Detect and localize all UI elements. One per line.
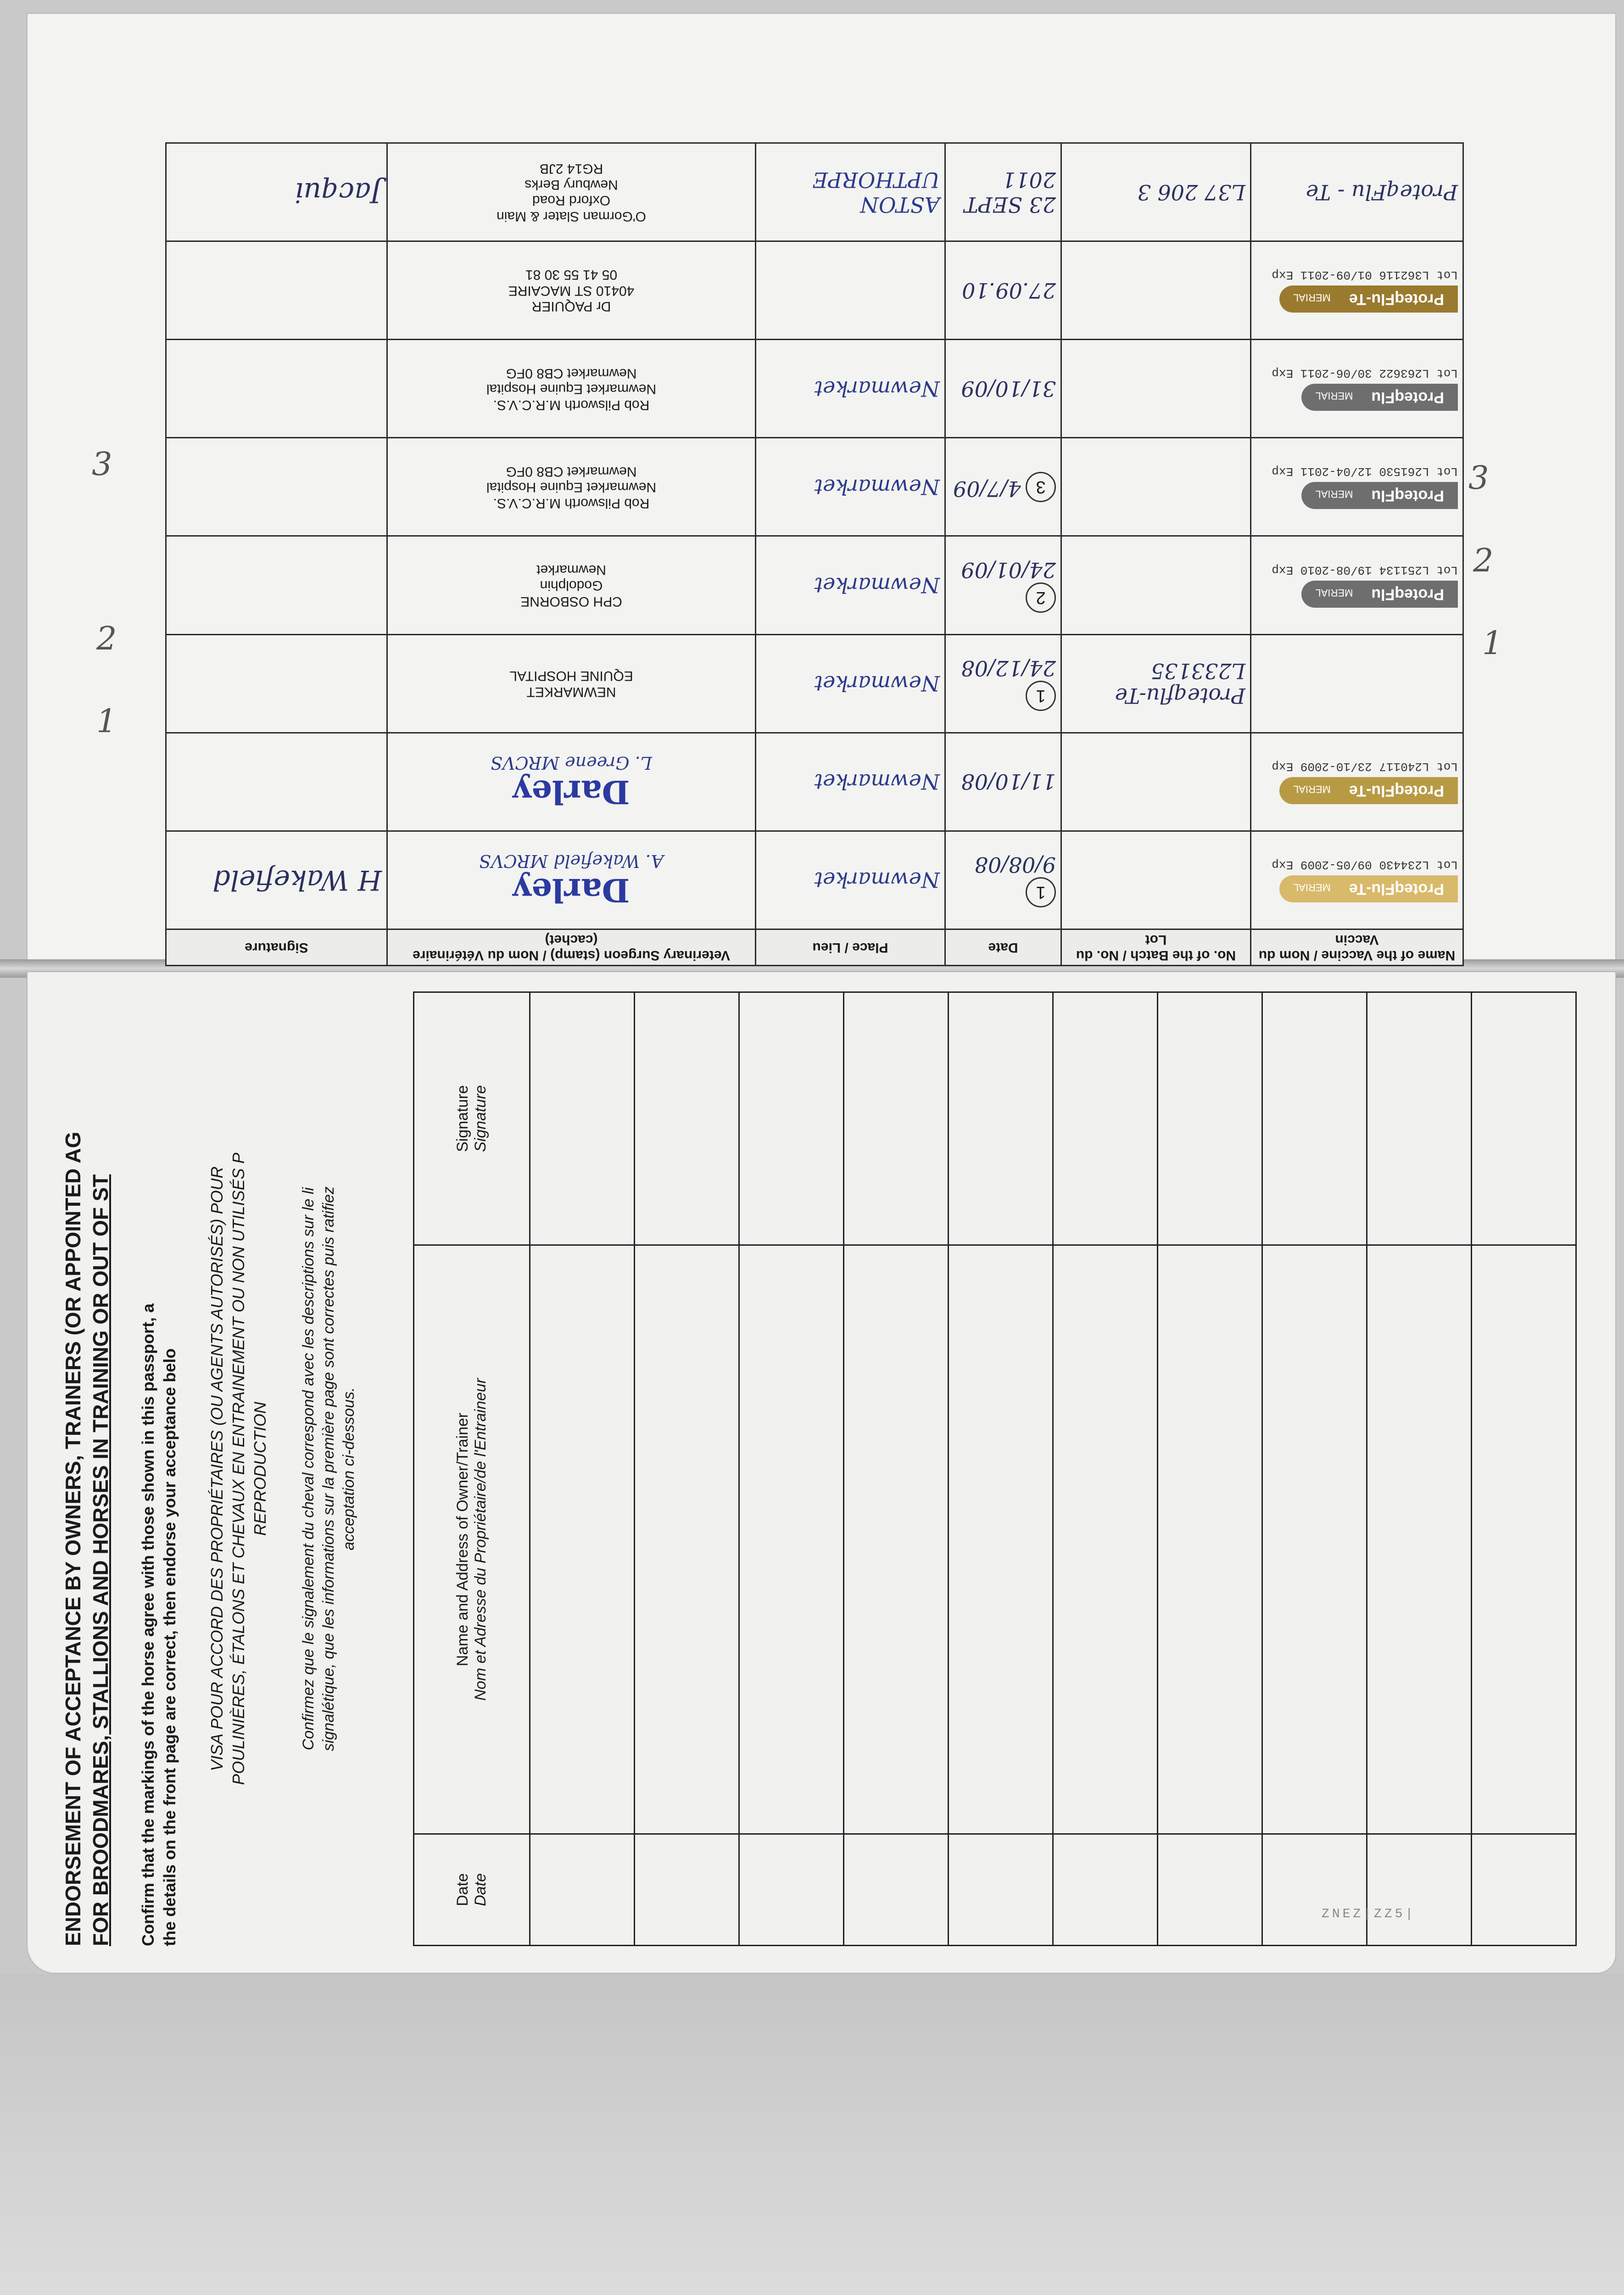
vaccine-cell bbox=[1251, 831, 1463, 929]
vaccine-cell bbox=[1251, 536, 1463, 634]
date-cell[interactable] bbox=[949, 1834, 1053, 1946]
vet-stamp-line: Newmarket CB8 0FG bbox=[506, 464, 637, 479]
vaccination-row bbox=[166, 831, 1463, 929]
place-cell: Newmarket bbox=[756, 733, 945, 831]
vet-stamp-line: Godolphin bbox=[540, 578, 603, 593]
vaccination-date: 31/10/09 bbox=[961, 376, 1056, 401]
vet-stamp-line: Oxford Road bbox=[532, 193, 611, 208]
vaccine-lot: Lot L261530 12/04-2011 Exp bbox=[1272, 465, 1458, 479]
place-cell: Newmarket bbox=[756, 438, 945, 536]
signature-cell[interactable] bbox=[1158, 992, 1262, 1245]
place-cell: Newmarket bbox=[756, 536, 945, 634]
owner-cell[interactable] bbox=[1158, 1245, 1262, 1834]
endorsement-instructions bbox=[138, 991, 181, 1946]
date-cell bbox=[945, 831, 1061, 929]
header-vaccine: Name of the Vaccine / Nom du Vaccin bbox=[1251, 929, 1463, 966]
endorsement-row bbox=[1158, 992, 1262, 1946]
signature-cell[interactable] bbox=[739, 992, 844, 1245]
signature-cell[interactable] bbox=[949, 992, 1053, 1245]
vaccination-row bbox=[166, 536, 1463, 634]
endorsement-title-line: FOR BROODMARES, STALLIONS AND HORSES IN TRAINING OR OUT OF ST bbox=[88, 1174, 112, 1946]
signature-cell[interactable] bbox=[1472, 992, 1576, 1245]
vet-name-handwritten: L. Greene MRCVS bbox=[491, 752, 653, 773]
margin-note: 1 bbox=[1482, 624, 1503, 662]
vaccine-name: ProteqFlu-Te bbox=[1349, 782, 1444, 800]
vaccination-table bbox=[165, 142, 1464, 966]
batch-cell: L37 206 3 bbox=[1061, 143, 1251, 241]
endorsement-instructions-fr bbox=[298, 991, 359, 1946]
vet-stamp-line: 40410 ST MACAIRE bbox=[508, 283, 635, 298]
vet-stamp-line: Rob Pilsworth M.R.C.V.S. bbox=[493, 495, 650, 511]
vet-stamp-cell bbox=[387, 438, 756, 536]
vet-stamp-line: Newmarket bbox=[536, 562, 606, 577]
dose-number: 1 bbox=[1026, 681, 1056, 711]
place-cell: ASTON UPTHORPE bbox=[756, 143, 945, 241]
vaccination-row bbox=[166, 634, 1463, 733]
dose-number: 3 bbox=[1026, 472, 1056, 502]
vaccination-date: 9/08/08 bbox=[974, 852, 1056, 878]
vet-stamp-line: EQUINE HOSPITAL bbox=[509, 668, 633, 684]
signature-cell[interactable] bbox=[1053, 992, 1158, 1245]
instruction-line: Confirm that the markings of the horse agree with those shown in this passport, a bbox=[139, 1303, 157, 1946]
vet-stamp-line: CPH OSBORNE bbox=[520, 593, 622, 609]
endorsement-title-fr bbox=[206, 991, 271, 1946]
vaccine-cell bbox=[1251, 634, 1463, 733]
instruction-line-fr: acceptation ci-dessous. bbox=[340, 1387, 358, 1551]
vaccine-lot: Lot L240117 23/10-2009 Exp bbox=[1272, 759, 1458, 773]
vaccine-name: ProteqFlu bbox=[1371, 487, 1444, 505]
date-cell bbox=[945, 536, 1061, 634]
endorsement-row bbox=[530, 992, 635, 1946]
margin-note: 3 bbox=[92, 445, 112, 483]
vet-stamp-line: Darley bbox=[513, 772, 630, 811]
vaccine-label bbox=[1279, 875, 1458, 902]
vaccine-name: ProteqFlu-Te bbox=[1349, 291, 1444, 308]
vaccine-brand: MERIAL bbox=[1293, 783, 1331, 795]
vaccination-date: 27.09.10 bbox=[962, 278, 1056, 303]
vet-stamp-line: Dr PAQUIER bbox=[531, 299, 611, 314]
vaccination-row bbox=[166, 143, 1463, 241]
vet-stamp-line: 05 41 55 30 81 bbox=[525, 267, 618, 283]
signature-cell bbox=[166, 536, 387, 634]
vet-stamp-line: Newmarket Equine Hospital bbox=[486, 381, 657, 397]
vet-stamp-line: O'Gorman Slater & Main bbox=[497, 208, 646, 224]
endorsement-row bbox=[844, 992, 949, 1946]
signature-cell[interactable] bbox=[844, 992, 949, 1245]
vaccination-date: 24/01/09 bbox=[961, 558, 1056, 583]
vaccine-name: ProteqFlu bbox=[1371, 585, 1444, 603]
date-cell[interactable] bbox=[1158, 1834, 1262, 1946]
margin-note: 2 bbox=[1473, 542, 1494, 579]
batch-cell bbox=[1061, 438, 1251, 536]
place-cell: Newmarket bbox=[756, 340, 945, 438]
endorsement-row bbox=[635, 992, 739, 1946]
date-cell[interactable] bbox=[635, 1834, 739, 1946]
header-date: Date bbox=[945, 929, 1061, 966]
header-date-fr: Date bbox=[472, 1873, 489, 1906]
vaccine-label bbox=[1279, 777, 1458, 804]
vaccine-cell bbox=[1251, 340, 1463, 438]
vaccine-lot: Lot L263622 30/06-2011 Exp bbox=[1272, 366, 1458, 381]
endorsement-row bbox=[1053, 992, 1158, 1946]
signature-cell bbox=[166, 340, 387, 438]
signature-cell bbox=[166, 634, 387, 733]
vet-stamp-line: RG14 2JB bbox=[539, 161, 603, 177]
owner-cell[interactable] bbox=[844, 1245, 949, 1834]
place-cell: Newmarket bbox=[756, 831, 945, 929]
vaccine-label bbox=[1301, 581, 1458, 608]
vaccine-label bbox=[1301, 384, 1458, 411]
date-cell bbox=[945, 143, 1061, 241]
date-cell bbox=[945, 733, 1061, 831]
vaccine-lot: Lot L362116 01/09-2011 Exp bbox=[1272, 268, 1458, 282]
date-cell[interactable] bbox=[1472, 1834, 1576, 1946]
owner-cell[interactable] bbox=[739, 1245, 844, 1834]
header-owner-en: Name and Address of Owner/Trainer bbox=[454, 1412, 471, 1667]
owner-cell[interactable] bbox=[635, 1245, 739, 1834]
endorsement-row bbox=[1367, 992, 1472, 1946]
endorsement-row bbox=[1472, 992, 1576, 1946]
date-cell[interactable] bbox=[739, 1834, 844, 1946]
date-cell bbox=[945, 340, 1061, 438]
header-owner bbox=[414, 1245, 530, 1834]
header-signature-en: Signature bbox=[454, 1085, 471, 1152]
signature-cell[interactable] bbox=[635, 992, 739, 1245]
page-digits: ZNEZ|ZZ5| bbox=[1322, 1907, 1416, 1921]
vet-stamp-cell bbox=[387, 340, 756, 438]
place-cell bbox=[756, 241, 945, 340]
signature-cell bbox=[166, 241, 387, 340]
owner-cell[interactable] bbox=[1262, 1245, 1367, 1834]
date-cell[interactable] bbox=[1367, 1834, 1472, 1946]
vet-stamp-line: NEWMARKET bbox=[526, 684, 616, 700]
endorsement-title bbox=[60, 991, 115, 1946]
batch-cell bbox=[1061, 241, 1251, 340]
signature-cell: Jacqui bbox=[166, 143, 387, 241]
owner-cell[interactable] bbox=[1367, 1245, 1472, 1834]
vaccine-name: ProteqFlu-Te bbox=[1349, 880, 1444, 898]
vaccine-cell bbox=[1251, 143, 1463, 241]
instruction-line: the details on the front page are correct, then endorse your acceptance belo bbox=[160, 1348, 179, 1946]
vaccination-record bbox=[165, 142, 1464, 966]
owner-cell[interactable] bbox=[949, 1245, 1053, 1834]
header-vet: Veterinary Surgeon (stamp) / Nom du Vétérinaire (cachet) bbox=[387, 929, 756, 966]
instruction-line-fr: signalétique, que les informations sur la première page sont correctes puis ratifiez bbox=[320, 1186, 338, 1752]
endorsement-title-line: ENDORSEMENT OF ACCEPTANCE BY OWNERS, TRAINERS (OR APPOINTED AG bbox=[61, 1131, 85, 1946]
batch-cell bbox=[1061, 340, 1251, 438]
vet-stamp-line: Newmarket Equine Hospital bbox=[486, 480, 657, 495]
vet-stamp-line: Rob Pilsworth M.R.C.V.S. bbox=[493, 397, 650, 413]
margin-note: 3 bbox=[1468, 459, 1489, 497]
vaccination-row bbox=[166, 733, 1463, 831]
endorsement-row bbox=[949, 992, 1053, 1946]
header-place: Place / Lieu bbox=[756, 929, 945, 966]
vaccine-lot: Lot L234430 09/05-2009 Exp bbox=[1272, 857, 1458, 872]
signature-cell[interactable] bbox=[1262, 992, 1367, 1245]
vaccine-brand: MERIAL bbox=[1315, 390, 1353, 402]
vet-stamp-cell bbox=[387, 733, 756, 831]
date-cell[interactable] bbox=[1053, 1834, 1158, 1946]
signature-cell[interactable] bbox=[1367, 992, 1472, 1245]
signature-cell bbox=[166, 438, 387, 536]
vaccine-lot: Lot L251134 19/08-2010 Exp bbox=[1272, 563, 1458, 577]
place-cell: Newmarket bbox=[756, 634, 945, 733]
date-cell bbox=[945, 438, 1061, 536]
visa-line: REPRODUCTION bbox=[250, 1402, 269, 1536]
vet-stamp-cell bbox=[387, 831, 756, 929]
vet-stamp-cell bbox=[387, 536, 756, 634]
vet-stamp-line: Darley bbox=[513, 871, 630, 909]
owner-cell[interactable] bbox=[1053, 1245, 1158, 1834]
vet-stamp-cell bbox=[387, 634, 756, 733]
date-cell[interactable] bbox=[530, 1834, 635, 1946]
endorsement-header-row bbox=[414, 992, 530, 1946]
header-signature bbox=[414, 992, 530, 1245]
batch-cell bbox=[1061, 831, 1251, 929]
header-date bbox=[414, 1834, 530, 1946]
header-batch: No. of the Batch / No. du Lot bbox=[1061, 929, 1251, 966]
visa-line: VISA POUR ACCORD DES PROPRIÉTAIRES (OU AGENTS AUTORISÉS) POUR bbox=[207, 1166, 226, 1771]
dose-number: 1 bbox=[1026, 877, 1056, 907]
vet-stamp-line: Newmarket CB8 0FG bbox=[506, 365, 637, 381]
endorsement-row bbox=[1262, 992, 1367, 1946]
vaccination-date: 23 SEPT 2011 bbox=[964, 167, 1056, 217]
vet-name-handwritten: A. Wakefield MRCVS bbox=[479, 851, 664, 871]
batch-cell bbox=[1061, 536, 1251, 634]
date-cell bbox=[945, 634, 1061, 733]
vaccine-cell bbox=[1251, 438, 1463, 536]
vaccination-header-row bbox=[166, 929, 1463, 966]
endorsement-table bbox=[413, 991, 1577, 1946]
vaccination-date: 24/12/08 bbox=[961, 656, 1056, 681]
header-owner-fr: Nom et Adresse du Propriétaire/de l'Entraineur bbox=[472, 1378, 489, 1701]
date-cell[interactable] bbox=[844, 1834, 949, 1946]
dose-number: 2 bbox=[1026, 582, 1056, 613]
vet-stamp-cell bbox=[387, 143, 756, 241]
batch-cell: Proteqflu-Te L233135 bbox=[1061, 634, 1251, 733]
vaccination-date: 4/7/09 bbox=[953, 476, 1021, 501]
vaccine-label bbox=[1279, 285, 1458, 313]
instruction-line-fr: Confirmez que le signalement du cheval correspond avec les descriptions sur le li bbox=[300, 1187, 317, 1751]
visa-line: POULINIÈRES, ÉTALONS ET CHEVAUX EN ENTRAINEMENT OU NON UTILISÉS P bbox=[229, 1153, 248, 1785]
owner-cell[interactable] bbox=[530, 1245, 635, 1834]
batch-cell bbox=[1061, 733, 1251, 831]
vaccination-row bbox=[166, 241, 1463, 340]
vaccine-name: ProteqFlu bbox=[1371, 389, 1444, 407]
header-signature-fr: Signature bbox=[472, 1085, 489, 1152]
vaccine-label bbox=[1301, 482, 1458, 509]
date-cell[interactable] bbox=[1262, 1834, 1367, 1946]
margin-note: 2 bbox=[96, 620, 117, 657]
signature-cell bbox=[166, 733, 387, 831]
vet-stamp-line: Newbury Berks bbox=[525, 177, 618, 192]
vaccine-cell bbox=[1251, 241, 1463, 340]
vet-stamp-cell bbox=[387, 241, 756, 340]
header-signature: Signature bbox=[166, 929, 387, 966]
vaccine-brand: MERIAL bbox=[1293, 881, 1331, 893]
endorsement-section bbox=[50, 991, 1588, 1946]
scanner-background bbox=[0, 1974, 1624, 2295]
vaccine-brand: MERIAL bbox=[1315, 587, 1353, 599]
signature-cell[interactable] bbox=[530, 992, 635, 1245]
header-date-en: Date bbox=[454, 1873, 471, 1906]
vaccine-brand: MERIAL bbox=[1293, 292, 1331, 304]
owner-cell[interactable] bbox=[1472, 1245, 1576, 1834]
vaccination-date: 11/10/08 bbox=[961, 769, 1056, 795]
date-cell bbox=[945, 241, 1061, 340]
vaccine-cell bbox=[1251, 733, 1463, 831]
margin-note: 1 bbox=[96, 702, 117, 740]
signature-cell: H Wakefield bbox=[166, 831, 387, 929]
endorsement-row bbox=[739, 992, 844, 1946]
vaccination-row bbox=[166, 340, 1463, 438]
vaccination-row bbox=[166, 438, 1463, 536]
vaccine-handwritten: ProteqFlu - Te bbox=[1306, 179, 1458, 205]
vaccine-brand: MERIAL bbox=[1315, 488, 1353, 500]
